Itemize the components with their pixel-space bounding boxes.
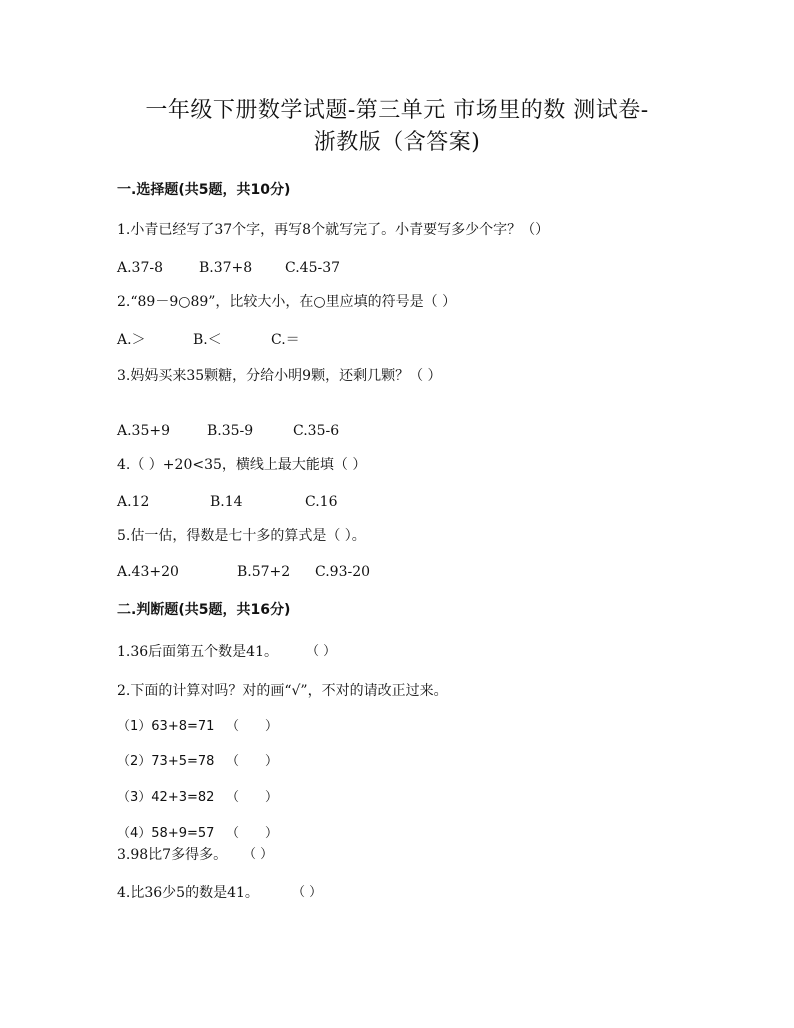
q1-1-option-c: C.45-37: [285, 260, 341, 276]
q1-4-option-b: B.14: [210, 494, 243, 510]
q1-5-option-c: C.93-20: [315, 564, 371, 580]
question-2-1-answer-bracket: （ ）: [306, 644, 337, 659]
question-2-2-item-1-bracket: （ ）: [226, 719, 279, 734]
q1-2-option-a: A.＞: [117, 332, 146, 348]
q1-3-option-c: C.35-6: [293, 423, 340, 439]
document-title-line-1: 一年级下册数学试题-第三单元 市场里的数 测试卷-: [145, 98, 649, 123]
question-1-1: 1.小青已经写了37个字，再写8个就写完了。小青要写多少个字？（）: [117, 222, 550, 238]
question-2-2-item-4-bracket: （ ）: [226, 826, 279, 841]
question-2-2-item-1: （1）63+8=71: [117, 719, 215, 734]
question-2-2-item-3-bracket: （ ）: [226, 790, 279, 805]
question-1-4: 4.（ ）+20<35，横线上最大能填（ ）: [117, 457, 367, 473]
q1-2-option-c: C.＝: [271, 332, 300, 348]
question-2-2-item-2-bracket: （ ）: [226, 754, 279, 769]
question-1-3: 3.妈妈买来35颗糖，分给小明9颗，还剩几颗？（ ）: [117, 368, 442, 384]
document-title-line-2: 浙教版（含答案): [313, 130, 481, 155]
q1-4-option-c: C.16: [305, 494, 338, 510]
section-heading-multiple-choice: 一.选择题(共5题，共10分): [117, 182, 291, 198]
q1-5-option-a: A.43+20: [117, 564, 179, 580]
question-2-2-item-4: （4）58+9=57: [117, 826, 215, 841]
q1-1-option-a: A.37-8: [117, 260, 164, 276]
question-2-4-answer-bracket: （ ）: [292, 885, 323, 900]
question-2-3: 3.98比7多得多。: [117, 847, 228, 863]
q1-1-option-b: B.37+8: [199, 260, 253, 276]
section-heading-true-false: 二.判断题(共5题，共16分): [117, 602, 291, 618]
q1-3-option-b: B.35-9: [207, 423, 254, 439]
question-2-4: 4.比36少5的数是41。: [117, 885, 259, 901]
question-2-3-answer-bracket: （ ）: [243, 847, 274, 862]
q1-4-option-a: A.12: [117, 494, 150, 510]
question-2-2-item-3: （3）42+3=82: [117, 790, 215, 805]
question-1-2: 2.“89－9○89”，比较大小，在○里应填的符号是（ ）: [117, 294, 457, 310]
q1-5-option-b: B.57+2: [237, 564, 291, 580]
question-2-2-item-2: （2）73+5=78: [117, 754, 215, 769]
question-2-2: 2.下面的计算对吗？对的画“√”，不对的请改正过来。: [117, 683, 448, 699]
q1-3-option-a: A.35+9: [117, 423, 171, 439]
question-2-1: 1.36后面第五个数是41。: [117, 644, 278, 660]
question-1-5: 5.估一估，得数是七十多的算式是（ ）。: [117, 528, 366, 544]
q1-2-option-b: B.＜: [193, 332, 222, 348]
